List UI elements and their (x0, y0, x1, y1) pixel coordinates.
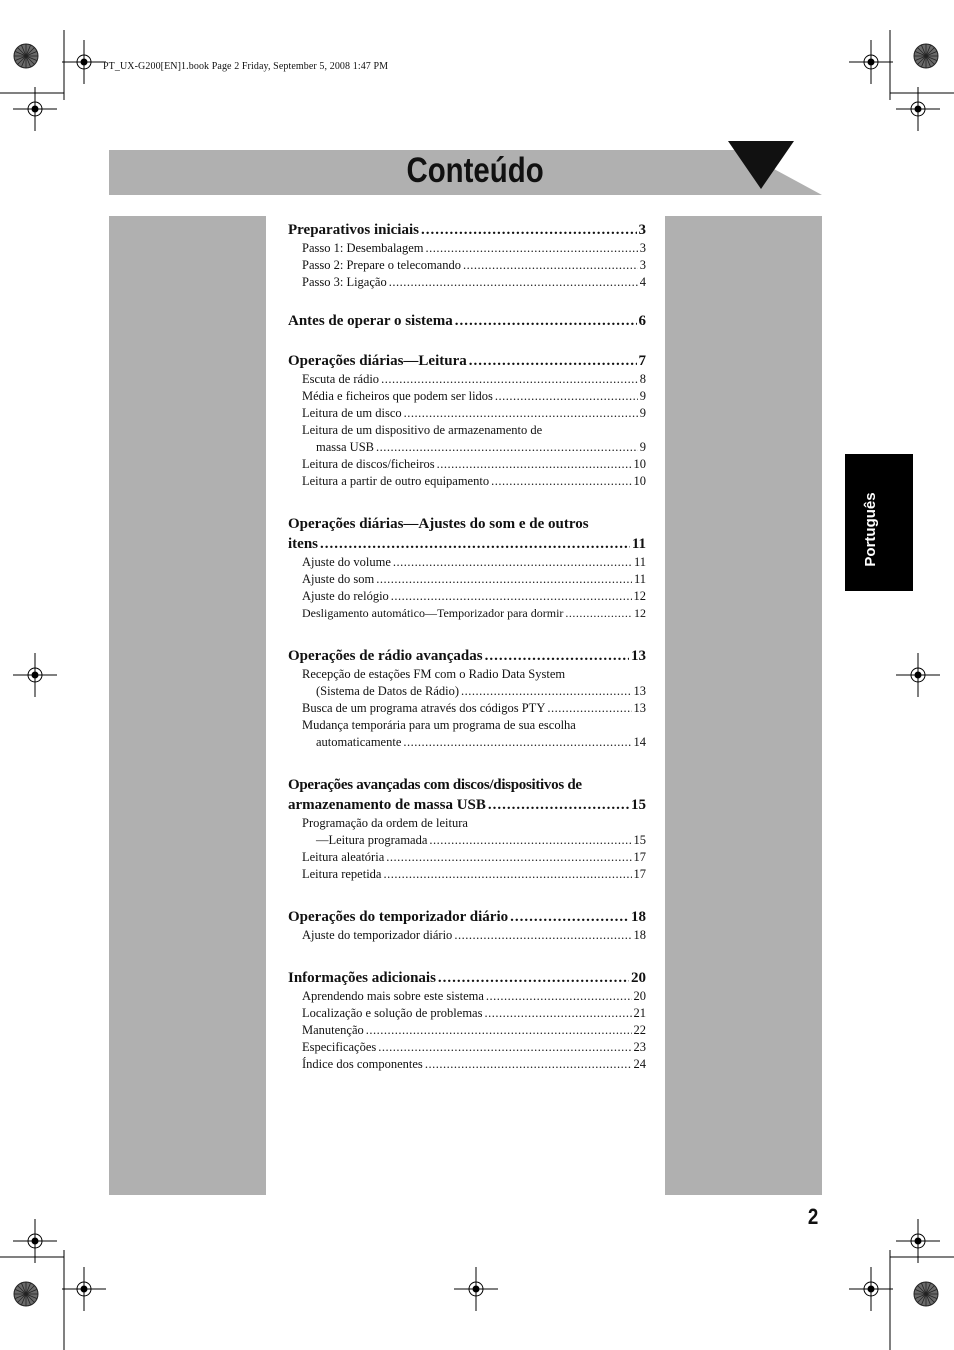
language-tab (845, 454, 913, 591)
page-ref: 15 (633, 833, 646, 847)
toc-entry[interactable]: Passo 1: Desembalagem ..... 3 (288, 240, 646, 257)
toc-entry[interactable]: Passo 3: Ligação ..... 4 (288, 274, 646, 291)
page-ref: 3 (639, 258, 646, 272)
toc-section-title[interactable]: Operações avançadas com discos/dispositivos de armazenamento de massa USB ..... 15 (288, 775, 646, 815)
toc-entry[interactable]: Passo 2: Prepare o telecomando ..... 3 (288, 257, 646, 274)
language-tab-label: Português (862, 492, 879, 567)
page-ref: 12 (634, 606, 646, 620)
toc-entry[interactable]: Ajuste do temporizador diário ..... 18 (288, 927, 646, 944)
toc-entry[interactable]: Localização e solução de problemas ..... 21 (288, 1005, 646, 1022)
page-ref: 7 (638, 353, 646, 369)
page-ref: 18 (631, 909, 646, 925)
page-ref: 20 (631, 970, 646, 986)
toc-section (288, 775, 646, 883)
toc-entry[interactable]: Escuta de rádio ..... 8 (288, 371, 646, 388)
toc-section-title[interactable]: Informações adicionais ..... 20 (288, 968, 646, 988)
toc-entry[interactable]: Leitura aleatória ..... 17 (288, 849, 646, 866)
page-ref: 3 (638, 222, 646, 238)
toc-entry[interactable]: Índice dos componentes ..... 24 (288, 1056, 646, 1073)
page-title: Conteúdo (406, 151, 544, 190)
page-ref: 18 (633, 928, 646, 942)
table-of-contents (288, 220, 646, 1097)
toc-entry[interactable]: Mudança temporária para um programa de sua escolha automaticamente ..... 14 (288, 717, 646, 751)
toc-section-title[interactable]: Antes de operar o sistema ..... 6 (288, 311, 646, 331)
page-ref: 3 (639, 241, 646, 255)
page-ref: 11 (633, 572, 646, 586)
toc-entry[interactable]: Programação da ordem de leitura —Leitura programada ..... 15 (288, 815, 646, 849)
page-ref: 13 (631, 648, 646, 664)
toc-entry[interactable]: Manutenção ..... 22 (288, 1022, 646, 1039)
page-ref: 12 (633, 589, 646, 603)
toc-entry[interactable]: Leitura de discos/ficheiros ..... 10 (288, 456, 646, 473)
toc-entry[interactable]: Recepção de estações FM com o Radio Data System (Sistema de Datos de Rádio) ..... 13 (288, 666, 646, 700)
page-ref: 22 (633, 1023, 646, 1037)
page-ref: 20 (633, 989, 646, 1003)
page-ref: 4 (639, 275, 646, 289)
toc-entry[interactable]: Aprendendo mais sobre este sistema ..... 20 (288, 988, 646, 1005)
toc-section (288, 968, 646, 1073)
page-ref: 9 (639, 406, 646, 420)
page-number: 2 (807, 1204, 819, 1229)
page-ref: 21 (633, 1006, 646, 1020)
page-ref: 6 (638, 313, 646, 329)
page-ref: 10 (633, 457, 646, 471)
toc-entry[interactable]: Leitura de um disco ..... 9 (288, 405, 646, 422)
toc-entry[interactable]: Ajuste do volume ..... 11 (288, 554, 646, 571)
toc-section (288, 220, 646, 291)
toc-entry[interactable]: Leitura a partir de outro equipamento ..... 10 (288, 473, 646, 490)
page-ref: 11 (631, 536, 646, 552)
page-ref: 17 (633, 867, 646, 881)
toc-entry[interactable]: Ajuste do relógio ..... 12 (288, 588, 646, 605)
toc-section-title[interactable]: Operações de rádio avançadas ..... 13 (288, 646, 646, 666)
toc-entry[interactable]: Ajuste do som ..... 11 (288, 571, 646, 588)
toc-entry[interactable]: Leitura de um dispositivo de armazenamento de massa USB ..... 9 (288, 422, 646, 456)
toc-section-title[interactable]: Operações diárias—Leitura ..... 7 (288, 351, 646, 371)
toc-entry[interactable]: Especificações ..... 23 (288, 1039, 646, 1056)
page-ref: 9 (639, 440, 646, 454)
page-ref: 13 (633, 684, 646, 698)
toc-section-title[interactable]: Preparativos iniciais ..... 3 (288, 220, 646, 240)
page-ref: 11 (633, 555, 646, 569)
toc-section (288, 514, 646, 622)
toc-section (288, 311, 646, 331)
page-ref: 8 (639, 372, 646, 386)
toc-section (288, 646, 646, 751)
page-ref: 10 (633, 474, 646, 488)
gray-column-left (109, 216, 266, 1195)
toc-entry[interactable]: Média e ficheiros que podem ser lidos ..... 9 (288, 388, 646, 405)
toc-entry[interactable]: Busca de um programa através dos códigos PTY ..... 13 (288, 700, 646, 717)
triangle-marker-icon (728, 141, 794, 191)
page-ref: 15 (631, 797, 646, 813)
toc-section-title[interactable]: Operações do temporizador diário ..... 18 (288, 907, 646, 927)
page-ref: 9 (639, 389, 646, 403)
toc-section (288, 907, 646, 944)
toc-section (288, 351, 646, 490)
page-ref: 14 (633, 735, 646, 749)
toc-entry[interactable]: Desligamento automático—Temporizador para dormir ..... 12 (288, 605, 646, 622)
page-ref: 23 (633, 1040, 646, 1054)
page-ref: 13 (633, 701, 646, 715)
gray-column-right (665, 216, 822, 1195)
toc-section-title[interactable]: Operações diárias—Ajustes do som e de outros itens ..... 11 (288, 514, 646, 554)
page-ref: 17 (633, 850, 646, 864)
print-header: PT_UX-G200[EN]1.book Page 2 Friday, September 5, 2008 1:47 PM (103, 61, 389, 72)
page-ref: 24 (633, 1057, 646, 1071)
toc-entry[interactable]: Leitura repetida ..... 17 (288, 866, 646, 883)
